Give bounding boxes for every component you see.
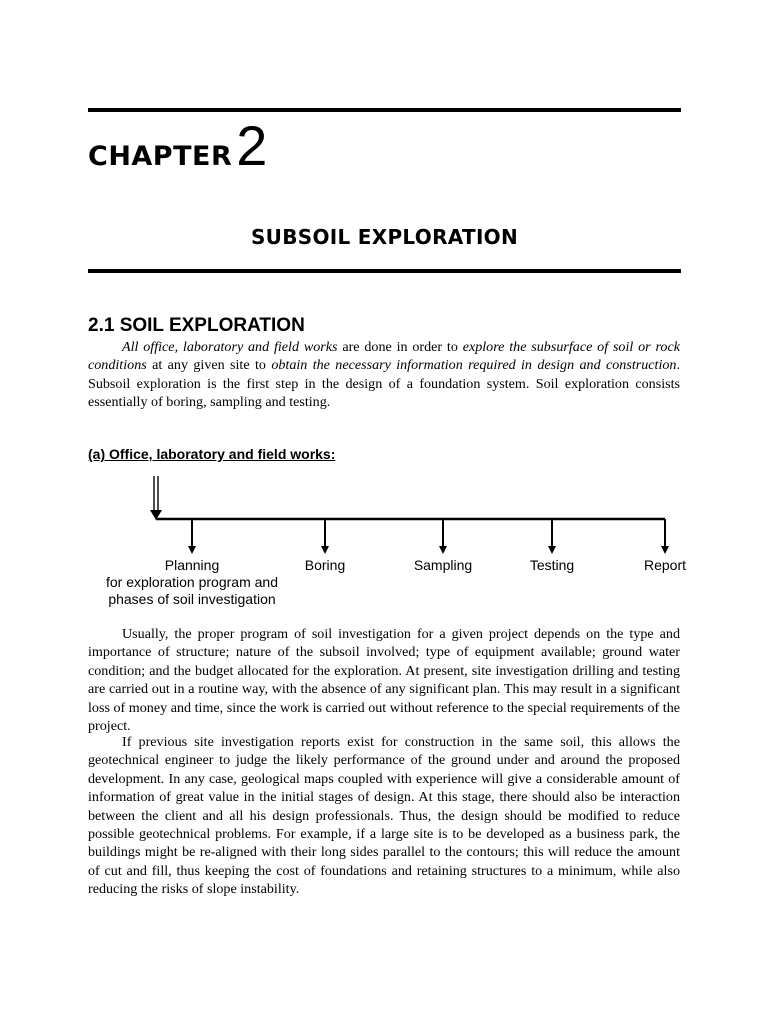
intro-paragraph	[88, 338, 680, 412]
subheading-office-works: (a) Office, laboratory and field works:	[88, 446, 336, 462]
bottom-rule	[88, 269, 681, 273]
section-heading: 2.1 SOIL EXPLORATION	[88, 315, 305, 336]
paragraph-3	[88, 733, 680, 899]
intro-text-2: at any given site to	[146, 357, 272, 374]
chapter-word: CHAPTER	[88, 141, 233, 172]
planning-line-3: phases of soil investigation	[108, 591, 276, 607]
intro-emphasis-3: obtain the necessary information required in design and construction	[271, 357, 677, 374]
flow-diagram	[0, 470, 768, 620]
flow-label-boring: Boring	[304, 557, 346, 573]
flow-label-planning	[92, 557, 292, 608]
paragraph-2	[88, 625, 680, 735]
planning-line-1: Planning	[164, 557, 220, 573]
chapter-heading	[88, 114, 268, 177]
intro-text-1: are done in order to	[337, 339, 463, 355]
paragraph-2-text: Usually, the proper program of soil investigation for a given project depends on the type and importance of structure; nature of the subsoil involved; type of equipment available; ground water condition; and the budget allocated for the exploration. At present, site investigation drilling and testing are carried out in a routine way, with the absence of any significant plan. This may result in a significant loss of money and time, since the work is carried out without reference to the special requirements of the project.	[88, 626, 680, 735]
flow-label-report: Report	[643, 557, 687, 573]
planning-line-2: for exploration program and	[106, 574, 278, 590]
chapter-title: SUBSOIL EXPLORATION	[250, 225, 519, 249]
flow-label-testing: Testing	[529, 557, 575, 573]
intro-text-3: . Subsoil exploration is the first step in the design of a foundation system. Soil exploration consists essentially of boring, sampling and testing.	[88, 357, 680, 411]
top-rule	[88, 108, 681, 112]
intro-emphasis-2: explore the subsurface of soil or rock conditions	[88, 339, 680, 374]
intro-emphasis-1: All office, laboratory and field works	[122, 339, 338, 355]
chapter-number: 2	[236, 114, 268, 177]
paragraph-3-text: If previous site investigation reports exist for construction in the same soil, this allows the geotechnical engineer to judge the likely performance of the ground under and around the proposed development. In any case, geological maps coupled with experience will give a considerable amount of information of great value in the initial stages of design. At this stage, there should also be interaction between the client and all his design professionals. Thus, the design should be modified to reduce possible geotechnical problems. For example, if a large site is to be developed as a business park, the buildings might be re-aligned with their long sides parallel to the contours; this will reduce the amount of cut and fill, thus keeping the cost of foundations and retaining structures to a minimum, while also reducing the risks of slope instability.	[88, 734, 680, 898]
flow-label-sampling: Sampling	[413, 557, 473, 573]
